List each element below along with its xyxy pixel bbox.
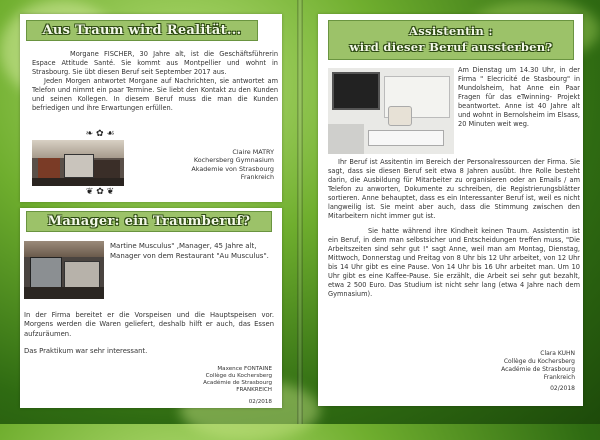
author-name: Claire MATRY — [232, 148, 274, 156]
ornament-bottom: ❦ ✿ ❦ — [85, 187, 115, 197]
article-panel-manager — [20, 208, 282, 408]
country: FRANKREICH — [236, 387, 272, 393]
signature-block — [435, 350, 575, 393]
paragraph: In der Firma bereitet er die Vorspeisen und die Hauptspeisen vor. Morgens werden die Waren geliefert, deshalb hilft er auch, das Essen aufzuräumen. — [24, 311, 274, 338]
office-desk-photo — [328, 68, 454, 154]
school-name: Kochersberg Gymnasium — [193, 156, 274, 165]
academy-name: Académie de Strasbourg — [501, 366, 575, 373]
article-intro: Am Dienstag um 14.30 Uhr, in der Firma " Elecricité de Stasbourg" in Mundolsheim, hat Anne ein Paar Fragen für das eTwinning- Projekt beantwortet. Anne ist 40 Jahre alt und wohnt in Bernolsheim im Elsass, 20 Minuten weit weg. — [458, 66, 580, 128]
article-title: Manager: ein Traumberuf? — [26, 211, 272, 232]
article-body — [328, 158, 580, 299]
manager-intro: Martine Musculus" ,Manager, 45 Jahre alt, Manager von dem Restaurant "Au Musculus". — [110, 242, 269, 260]
article-title: Aus Traum wird Realität... — [26, 20, 258, 41]
article-body — [32, 50, 278, 113]
date: 02/2018 — [550, 385, 575, 392]
page-spine — [297, 0, 303, 424]
article-panel-assistant — [318, 14, 583, 406]
article-title — [328, 20, 574, 60]
academy-name: Académie de Strasbourg — [203, 380, 272, 386]
paragraph: Morgane FISCHER, 30 Jahre alt, ist die Geschäftsführerin Espace Attitude Santé. Sie kommt aus Montpellier und wohnt in Strasbourg. Sie übt diesen Beruf seit September 2017 aus. — [32, 50, 278, 76]
country: Frankreich — [240, 173, 274, 182]
signature-block — [132, 366, 272, 406]
article-body — [24, 311, 274, 357]
country: Frankreich — [543, 374, 575, 381]
author-name: Maxence FONTAINE — [217, 366, 272, 372]
paragraph: Jeden Morgen antwortet Morgane auf Nachrichten, sie antwortet am Telefon und nimmt ein paar Termine. Sie liebt den Kontakt zu den Kunden und seinen Kollegen. In diesem Beruf muss die man die Kunden befriedigen und ihre Erwartungen erfüllen. — [32, 77, 278, 112]
cafe-photo — [32, 140, 124, 186]
signature-block — [144, 148, 274, 182]
paragraph: Ihr Beruf ist Assitentin im Bereich der Personalressourcen der Firma. Sie sagt, dass sie diesen Beruf seit etwa 8 Jahren ausübt. Ihre Rolle besteht darin, die Ausbildung für Mitarbeiter zu organisieren oder an Emails / am Telefon zu anworten, Dokumente zu schreiben, die Registrierungsblätter sortieren. Anne behauptet, dass es ein Interessanter Beruf ist, weil es nicht langweilig ist. Sie meint aber auch, dass die Stimmung zwischen den Mitarbeitern nicht immer gut ist. — [328, 158, 580, 220]
school-name: Collège du Kochersberg — [503, 358, 575, 365]
school-name: Collège du Kochersberg — [205, 373, 272, 379]
article-title-line: wird dieser Beruf aussterben? — [349, 40, 553, 54]
author-name: Clara KUHN — [540, 350, 575, 357]
restaurant-kitchen-photo — [24, 241, 104, 299]
academy-name: Akademie von Strasbourg — [191, 164, 274, 173]
ornament-top: ❧ ✿ ☙ — [85, 129, 115, 139]
paragraph: Das Praktikum war sehr interessant. — [24, 347, 148, 356]
paragraph: Sie hatte während ihre Kindheit keinen Traum. Assistentin ist ein Beruf, in dem man selbstsicher und Entscheidungen treffen muss, "Die Arbeitszeiten sind sehr gut !" sagt Anne, weil man am Montag, Dienstag, Mittwoch, Donnerstag und Freitag von 8 Uhr bis 12 Uhr arbeitet, von 12 Uhr bis 14 Uhr gibt es eine Pause. Von 14 Uhr bis 16 Uhr arbeitet man. Um 10 Uhr gibt es eine Kaffee-Pause. Sie erzählt, die Arbeit sei sehr gut bezahlt, etwa 2 500 Euro. Das Studium ist nicht sehr lang (etwa 4 Jahre nach dem Gymnasium). — [328, 227, 580, 298]
date: 02/2018 — [248, 399, 272, 405]
article-panel-dream — [20, 14, 282, 202]
article-title-line: Assistentin : — [409, 24, 493, 38]
